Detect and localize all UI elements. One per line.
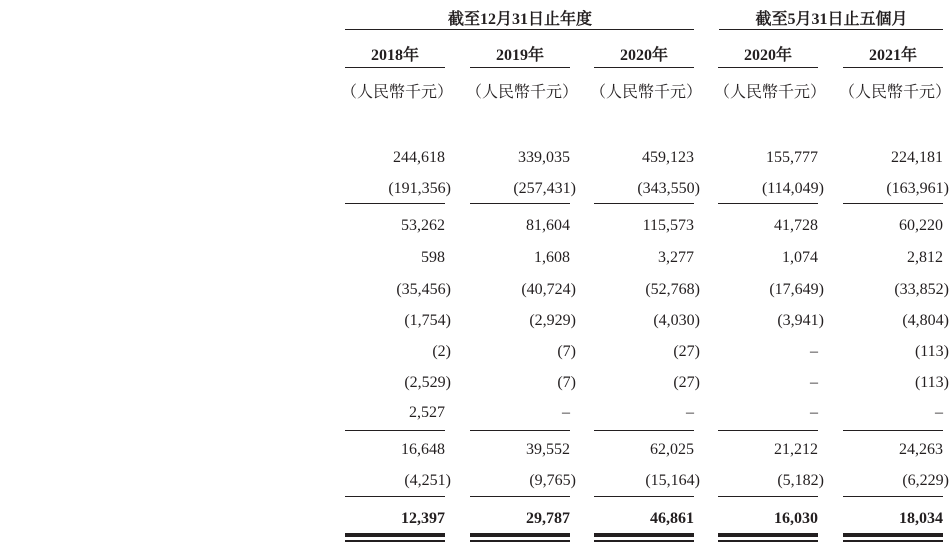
table-row [0,340,951,364]
cell-value: 21,212 [774,441,818,458]
subtotal-rule [594,430,694,431]
subtotal-rule [718,430,818,431]
total-double-rule [843,540,943,542]
cell-value: 41,728 [774,217,818,234]
column-unit-label: （人民幣千元） [341,84,454,101]
cell-value: (27) [673,374,700,391]
total-double-rule [594,533,694,537]
table-row [0,401,951,425]
subtotal-rule [470,496,570,497]
cell-value: 81,604 [526,217,570,234]
period-group-header-fy: 截至12月31日止年度 [447,11,592,28]
column-unit-label: （人民幣千元） [466,84,579,101]
cell-value: – [935,404,943,421]
cell-value: 16,030 [774,510,818,527]
total-double-rule [843,533,943,537]
cell-value: – [562,404,570,421]
cell-value: 339,035 [518,149,570,166]
cell-value: (2,929) [529,312,576,329]
table-row [0,214,951,238]
subtotal-rule [843,430,943,431]
cell-value: (4,804) [902,312,949,329]
period-group-header-5m: 截至5月31日止五個月 [755,11,908,28]
cell-value: 39,552 [526,441,570,458]
subtotal-rule [345,496,445,497]
subtotal-rule [594,496,694,497]
cell-value: 155,777 [766,149,818,166]
cell-value: 115,573 [642,217,694,234]
table-row [0,507,951,531]
cell-value: (343,550) [637,180,700,197]
cell-value: (6,229) [902,472,949,489]
total-double-rule [470,533,570,537]
cell-value: 2,527 [409,404,445,421]
cell-value: 12,397 [401,510,445,527]
divider [470,67,570,68]
cell-value: 29,787 [526,510,570,527]
cell-value: (52,768) [645,281,700,298]
cell-value: 60,220 [899,217,943,234]
column-unit-label: （人民幣千元） [714,84,827,101]
table-row [0,438,951,462]
divider [594,67,694,68]
column-unit-label: （人民幣千元） [839,84,951,101]
column-unit-label: （人民幣千元） [590,84,703,101]
divider [345,29,694,30]
cell-value: 1,074 [782,249,818,266]
subtotal-rule [843,496,943,497]
total-double-rule [345,540,445,542]
cell-value: (7) [557,374,576,391]
cell-value: (15,164) [645,472,700,489]
cell-value: 2,812 [907,249,943,266]
cell-value: 1,608 [534,249,570,266]
cell-value: 459,123 [642,149,694,166]
cell-value: (2) [432,343,451,360]
subtotal-rule [470,430,570,431]
divider [843,67,943,68]
cell-value: 62,025 [650,441,694,458]
cell-value: 24,263 [899,441,943,458]
cell-value: – [810,343,818,360]
table-row [0,309,951,333]
cell-value: (40,724) [521,281,576,298]
cell-value: 46,861 [650,510,694,527]
cell-value: (191,356) [388,180,451,197]
cell-value: (7) [557,343,576,360]
total-double-rule [345,533,445,537]
cell-value: (2,529) [404,374,451,391]
table-row [0,146,951,170]
total-double-rule [594,540,694,542]
cell-value: (113) [914,343,949,360]
cell-value: (17,649) [769,281,824,298]
subtotal-rule [718,203,818,204]
column-year-header: 2018年 [370,47,419,64]
cell-value: – [810,404,818,421]
column-year-header: 2021年 [868,47,917,64]
divider [719,29,943,30]
column-year-header: 2020年 [743,47,792,64]
cell-value: 3,277 [658,249,694,266]
subtotal-rule [718,496,818,497]
cell-value: (27) [673,343,700,360]
cell-value: 244,618 [393,149,445,166]
cell-value: (35,456) [396,281,451,298]
table-row [0,469,951,493]
divider [718,67,818,68]
table-row [0,371,951,395]
subtotal-rule [470,203,570,204]
cell-value: (163,961) [886,180,949,197]
cell-value: (3,941) [777,312,824,329]
subtotal-rule [843,203,943,204]
cell-value: (4,030) [653,312,700,329]
divider [345,67,445,68]
cell-value: 224,181 [891,149,943,166]
cell-value: 18,034 [899,510,943,527]
total-double-rule [718,533,818,537]
cell-value: (33,852) [894,281,949,298]
cell-value: 16,648 [401,441,445,458]
subtotal-rule [345,430,445,431]
cell-value: 53,262 [401,217,445,234]
column-year-header: 2019年 [495,47,544,64]
subtotal-rule [594,203,694,204]
total-double-rule [718,540,818,542]
total-double-rule [470,540,570,542]
cell-value: (114,049) [761,180,824,197]
cell-value: (257,431) [513,180,576,197]
cell-value: (113) [914,374,949,391]
cell-value: (1,754) [404,312,451,329]
cell-value: (5,182) [777,472,824,489]
table-row [0,278,951,302]
cell-value: (4,251) [404,472,451,489]
cell-value: – [810,374,818,391]
subtotal-rule [345,203,445,204]
cell-value: (9,765) [529,472,576,489]
table-row [0,177,951,201]
cell-value: 598 [421,249,445,266]
table-row [0,246,951,270]
cell-value: – [686,404,694,421]
column-year-header: 2020年 [619,47,668,64]
